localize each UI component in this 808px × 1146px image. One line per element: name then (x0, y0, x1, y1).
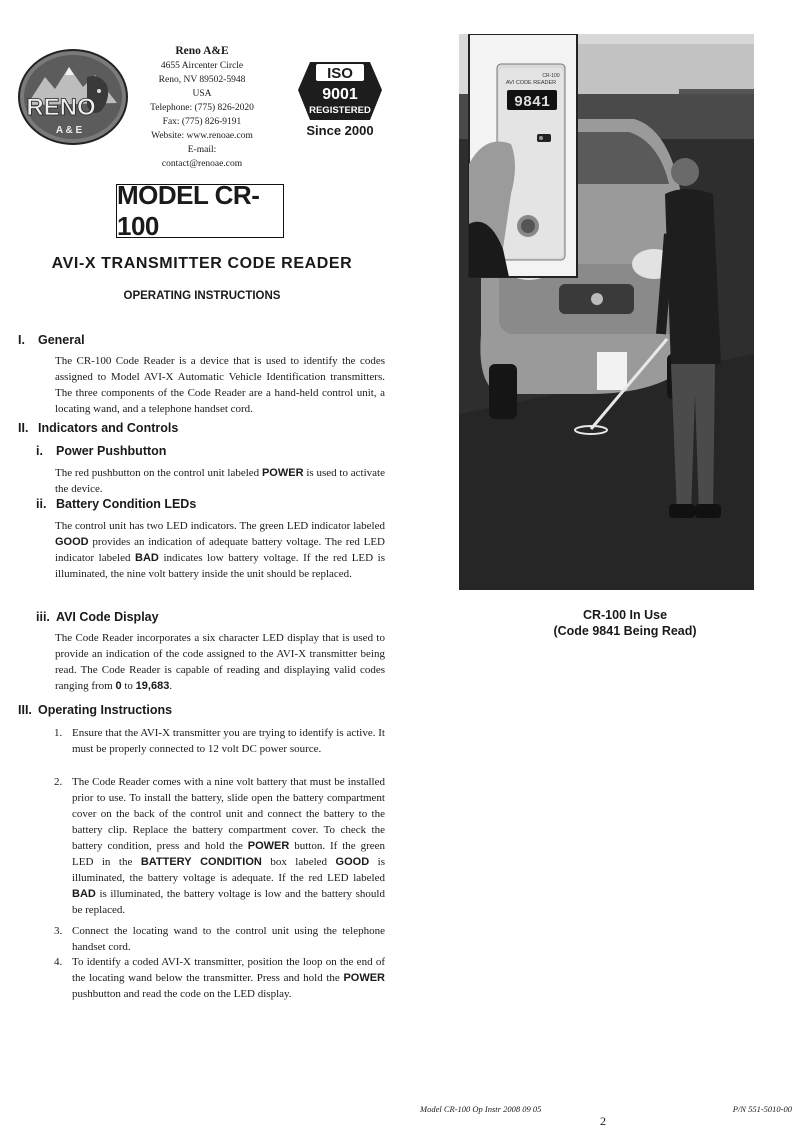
section-number: III. (18, 703, 32, 717)
iso-number: 9001 (322, 86, 358, 103)
section-title: Indicators and Controls (38, 421, 179, 435)
footer-part-number: P/N 551-5010-00 (732, 1104, 792, 1114)
reno-ae-logo (17, 47, 129, 147)
subsection-title: Battery Condition LEDs (56, 497, 197, 511)
photo-caption (540, 607, 710, 639)
page-number: 2 (600, 1114, 606, 1128)
cr-100-in-use-photo (459, 34, 754, 590)
operating-instructions-title: OPERATING INSTRUCTIONS (123, 290, 281, 302)
display-paragraph: The Code Reader incorporates a six character LED display that is used to provide an indication of the code assigned to the AVI-X transmitter being read. The Code Reader is capable of reading and displaying valid codes ranging from 0 to 19,683. (55, 632, 385, 692)
device-model: CR-100 (542, 73, 560, 79)
caption-line-1: CR-100 In Use (582, 608, 668, 622)
general-paragraph: The CR-100 Code Reader is a device that is used to identify the codes assigned to Model AVI-X Automatic Vehicle Identification transmitters. The three components of the Code Reader are a hand-held control unit, a locating wand, and a telephone handset cord. (55, 355, 385, 415)
caption-line-2: (Code 9841 Being Read) (553, 624, 697, 638)
section-number: II. (18, 421, 29, 435)
company-city: Reno, NV 89502-5948 USA (158, 75, 246, 99)
iso-badge (296, 60, 384, 144)
device-label: AVI CODE READER (505, 80, 557, 86)
step-number: 4. (54, 956, 63, 968)
step-text: Connect the locating wand to the control unit using the telephone handset cord. (72, 925, 385, 953)
product-subtitle: AVI-X TRANSMITTER CODE READER (51, 255, 353, 272)
footer-document-id: Model CR-100 Op Instr 2008 09 05 (420, 1104, 542, 1114)
step-number: 2. (54, 776, 63, 788)
company-name: Reno A&E (175, 45, 229, 57)
logo-text: RENO (26, 94, 96, 121)
iso-registered: REGISTERED (309, 105, 371, 116)
iso-since: Since 2000 (306, 123, 374, 138)
power-paragraph: The red pushbutton on the control unit labeled POWER is used to activate the device. (55, 467, 385, 495)
battery-paragraph: The control unit has two LED indicators. The green LED indicator labeled GOOD provides an indication of adequate battery voltage. The red LED indicator labeled BAD indicates low battery voltage. If the red LED is illuminated, the nine volt battery inside the unit should be replaced. (55, 520, 386, 580)
company-email: E-mail: contact@renoae.com (161, 145, 243, 169)
subsection-number: i. (36, 444, 43, 458)
step-number: 1. (54, 727, 63, 739)
model-title-box (116, 180, 284, 241)
subsection-title: Power Pushbutton (56, 444, 167, 458)
step-3 (54, 923, 385, 955)
company-contact (148, 44, 256, 171)
step-number: 3. (54, 925, 63, 937)
iso-text: ISO (327, 65, 353, 82)
company-website: Website: www.renoae.com (151, 131, 253, 141)
company-address: 4655 Aircenter Circle (160, 61, 244, 71)
step-text: Ensure that the AVI-X transmitter you are trying to identify is active. It must be properly connected to 12 volt DC power source. (72, 727, 385, 755)
section-operating-heading (18, 703, 172, 717)
model-title: MODEL CR-100 (117, 180, 260, 241)
section-indicators-heading (18, 421, 178, 435)
company-phone: Telephone: (775) 826-2020 (150, 103, 254, 113)
power-pushbutton-heading (36, 444, 166, 458)
step-2: 2. The Code Reader comes with a nine volt battery that must be installed prior to use. To install the battery, slide open the battery compartment cover on the back of the control unit and connect the battery to the battery clip. Replace the battery compartment cover. To check the battery condition, press and hold the POWER button. If the green LED in the BATTERY CONDITION box labeled GOOD is illuminated, the battery voltage is adequate. If the red LED labeled BAD is illuminated, the battery voltage is low and the battery should be replaced. (54, 776, 386, 916)
section-general-heading (18, 333, 85, 347)
section-title: General (38, 333, 85, 347)
section-number: I. (18, 333, 25, 347)
company-fax: Fax: (775) 826-9191 (162, 117, 242, 127)
battery-leds-heading (36, 497, 196, 511)
subsection-title: AVI Code Display (56, 610, 159, 624)
logo-subtext: A & E (55, 125, 83, 136)
subsection-number: ii. (36, 497, 47, 511)
avi-code-display-heading (36, 610, 159, 624)
step-1 (54, 725, 385, 757)
step-4: 4. To identify a coded AVI-X transmitter, position the loop on the end of the locating wand below the transmitter. Press and hold the POWER pushbutton and read the code on the LED display. (54, 956, 385, 1000)
device-display-value: 9841 (513, 94, 551, 111)
section-title: Operating Instructions (38, 703, 173, 717)
subsection-number: iii. (36, 610, 50, 624)
